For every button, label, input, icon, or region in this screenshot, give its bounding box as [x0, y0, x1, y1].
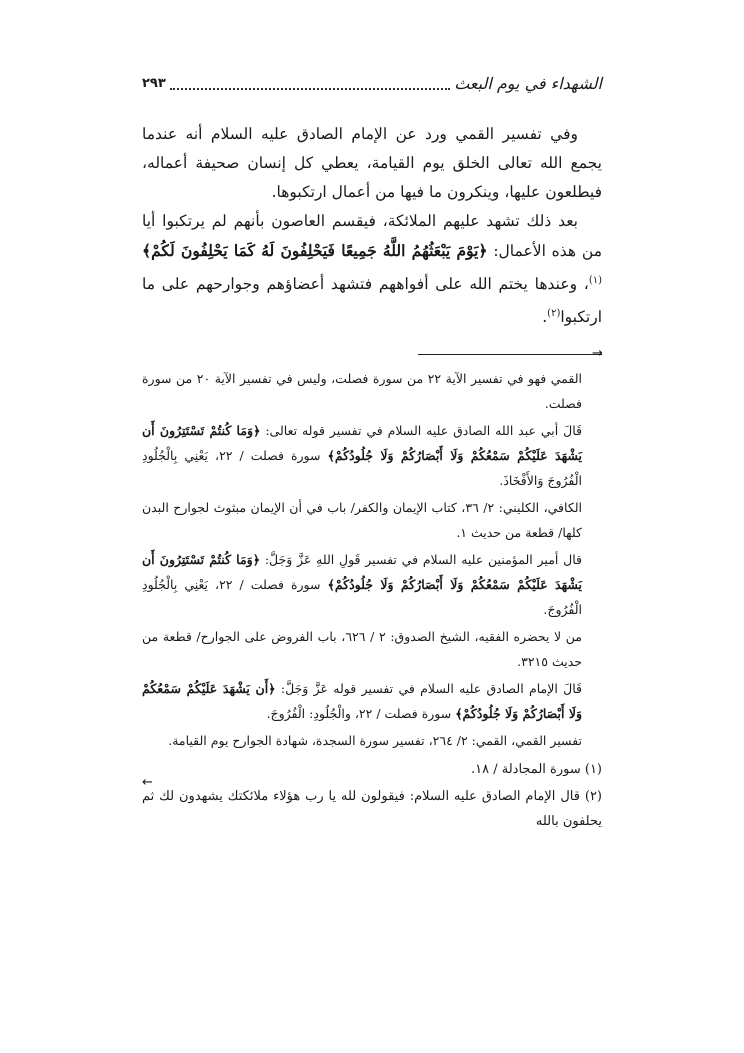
footnote-rule: [418, 354, 602, 355]
header-dot-leader: [170, 87, 450, 90]
note-reference-2: من لا يحضره الفقيه، الشيخ الصدوق: ٢ / ٦٢٦، باب الفروض على الجوارح/ قطعة من حديث ٣٢١٥.: [142, 629, 582, 669]
note-hadith-3-intro: قَالَ الإمام الصادق عليه السلام في تفسير قوله عَزَّ وَجَلَّ:: [280, 681, 583, 696]
footnote-2: (٢) قال الإمام الصادق عليه السلام: فيقولون لله يا رب هؤلاء ملائكتك يشهدون لك ثم يحلفون بالله: [142, 789, 602, 829]
footnote-ref-2: (٢): [547, 308, 561, 320]
paragraph-2: [142, 207, 602, 332]
footnote-1: (١) سورة المجادلة / ١٨.: [470, 762, 602, 777]
footnote-separator: [168, 346, 603, 364]
note-hadith-3: [142, 676, 602, 726]
paragraph-2-intro: بعد ذلك تشهد عليهم الملائكة، فيقسم العاصون بأنهم لم يرتكبوا أيا من هذه الأعمال:: [142, 212, 602, 260]
note-hadith-2-verse: ﴿وَمَا كُنتُمْ تَسْتَتِرُونَ أَن يَشْهَدَ عَلَيْكُمْ سَمْعُكُمْ وَلَا أَبْصَارُكُمْ وَلَا جُلُودُكُمْ﴾: [142, 552, 582, 592]
main-text: [142, 120, 602, 332]
note-hadith-2-intro: قال أمير المؤمنين عليه السلام في تفسير قَولِ اللهِ عَزَّ وَجَلَّ:: [264, 552, 582, 567]
note-hadith-3-verse: ﴿أَن يَشْهَدَ عَلَيْكُمْ سَمْعُكُمْ وَلَا أَبْصَارُكُمْ وَلَا جُلُودُكُمْ﴾: [142, 681, 582, 721]
note-hadith-1: [142, 418, 602, 493]
paragraph-2-middle: ، وعندها يختم الله على أفواههم فتشهد أعضاؤهم وجوارحهم على ما ارتكبوا: [142, 275, 602, 327]
quran-verse-1: ﴿يَوْمَ يَبْعَثُهُمُ اللَّهُ جَمِيعًا فَيَحْلِفُونَ لَهُ كَمَا يَحْلِفُونَ لَكُمْ﴾: [142, 241, 488, 260]
note-hadith-1-verse: ﴿وَمَا كُنتُمْ تَسْتَتِرُونَ أَن يَشْهَدَ عَلَيْكُمْ سَمْعُكُمْ وَلَا أَبْصَارُكُمْ وَلَا جُلُودُكُمْ﴾: [142, 423, 582, 463]
page-number: ٢٩٣: [142, 76, 166, 91]
running-header: [142, 68, 602, 94]
note-continuation: القمي فهو في تفسير الآية ٢٢ من سورة فصلت، وليس في تفسير الآية ٢٠ من سورة فصلت.: [142, 371, 582, 411]
note-reference-3: تفسير القمي، القمي: ٢/ ٢٦٤، تفسير سورة السجدة، شهادة الجوارح يوم القيامة.: [168, 733, 582, 748]
arrow-left-icon: ←: [142, 775, 153, 790]
note-hadith-2: [142, 547, 602, 622]
footnotes: [142, 366, 602, 834]
note-hadith-3-source: سورة فصلت / ٢٢، والْجُلُودِ: الْفُرُوجَ.: [266, 706, 452, 721]
paragraph-2-end: .: [542, 308, 548, 327]
footnote-ref-1: (١): [588, 275, 602, 286]
note-hadith-1-source: سورة فصلت / ٢٢، يَعْنِي بِالْجُلُودِ الْفُرُوجَ وَالأَفْخَاذَ.: [142, 448, 582, 488]
note-hadith-2-source: سورة فصلت / ٢٢، يَعْنِي بِالْجُلُودِ الْفُرُوجَ.: [142, 577, 582, 617]
paragraph-1: وفي تفسير القمي ورد عن الإمام الصادق عليه السلام أنه عندما يجمع الله تعالى الخلق يوم القيامة، يعطي كل إنسان صحيفة أعماله، فيطلعون عليها، وينكرون ما فيها من أعمال ارتكبوها.: [142, 125, 602, 201]
note-reference-1: الكافي، الكليني: ٢/ ٣٦، كتاب الإيمان والكفر/ باب في أن الإيمان مبثوث لجوارح البدن كلها/ قطعة من حديث ١.: [142, 500, 583, 540]
note-hadith-1-intro: قَالَ أبي عبد الله الصادق عليه السلام في تفسير قوله تعالى:: [265, 423, 582, 438]
header-title: الشهداء في يوم البعث: [454, 74, 602, 93]
arrow-right-icon: →: [592, 346, 603, 361]
